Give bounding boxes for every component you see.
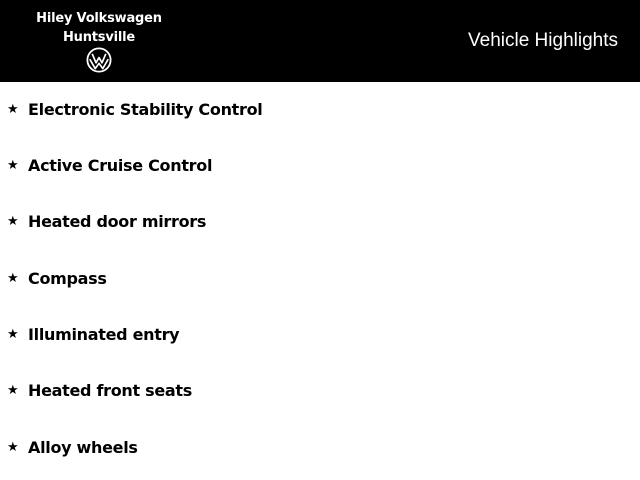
- vw-logo-icon: [86, 47, 112, 73]
- star-icon: ★: [7, 158, 19, 173]
- highlight-label: Heated door mirrors: [28, 212, 207, 231]
- star-icon: ★: [7, 327, 19, 342]
- header-bar: [0, 0, 640, 82]
- list-item: [0, 97, 640, 127]
- star-icon: ★: [7, 214, 19, 229]
- star-icon: ★: [7, 440, 19, 455]
- highlight-label: Electronic Stability Control: [28, 100, 263, 119]
- highlight-label: Active Cruise Control: [28, 156, 213, 175]
- dealer-name: [34, 9, 164, 47]
- list-item: [0, 435, 640, 465]
- highlight-label: Heated front seats: [28, 381, 192, 400]
- highlight-label: Alloy wheels: [28, 438, 138, 457]
- star-icon: ★: [7, 271, 19, 286]
- dealer-name-line1: Hiley Volkswagen: [36, 11, 162, 26]
- highlight-label: Illuminated entry: [28, 325, 180, 344]
- highlight-label: Compass: [28, 269, 107, 288]
- dealer-name-line2: Huntsville: [62, 30, 135, 45]
- list-item: [0, 153, 640, 183]
- star-icon: ★: [7, 383, 19, 398]
- star-icon: ★: [7, 102, 19, 117]
- list-item: [0, 209, 640, 239]
- page-title: Vehicle Highlights: [468, 30, 618, 51]
- list-item: [0, 322, 640, 352]
- list-item: [0, 266, 640, 296]
- list-item: [0, 378, 640, 408]
